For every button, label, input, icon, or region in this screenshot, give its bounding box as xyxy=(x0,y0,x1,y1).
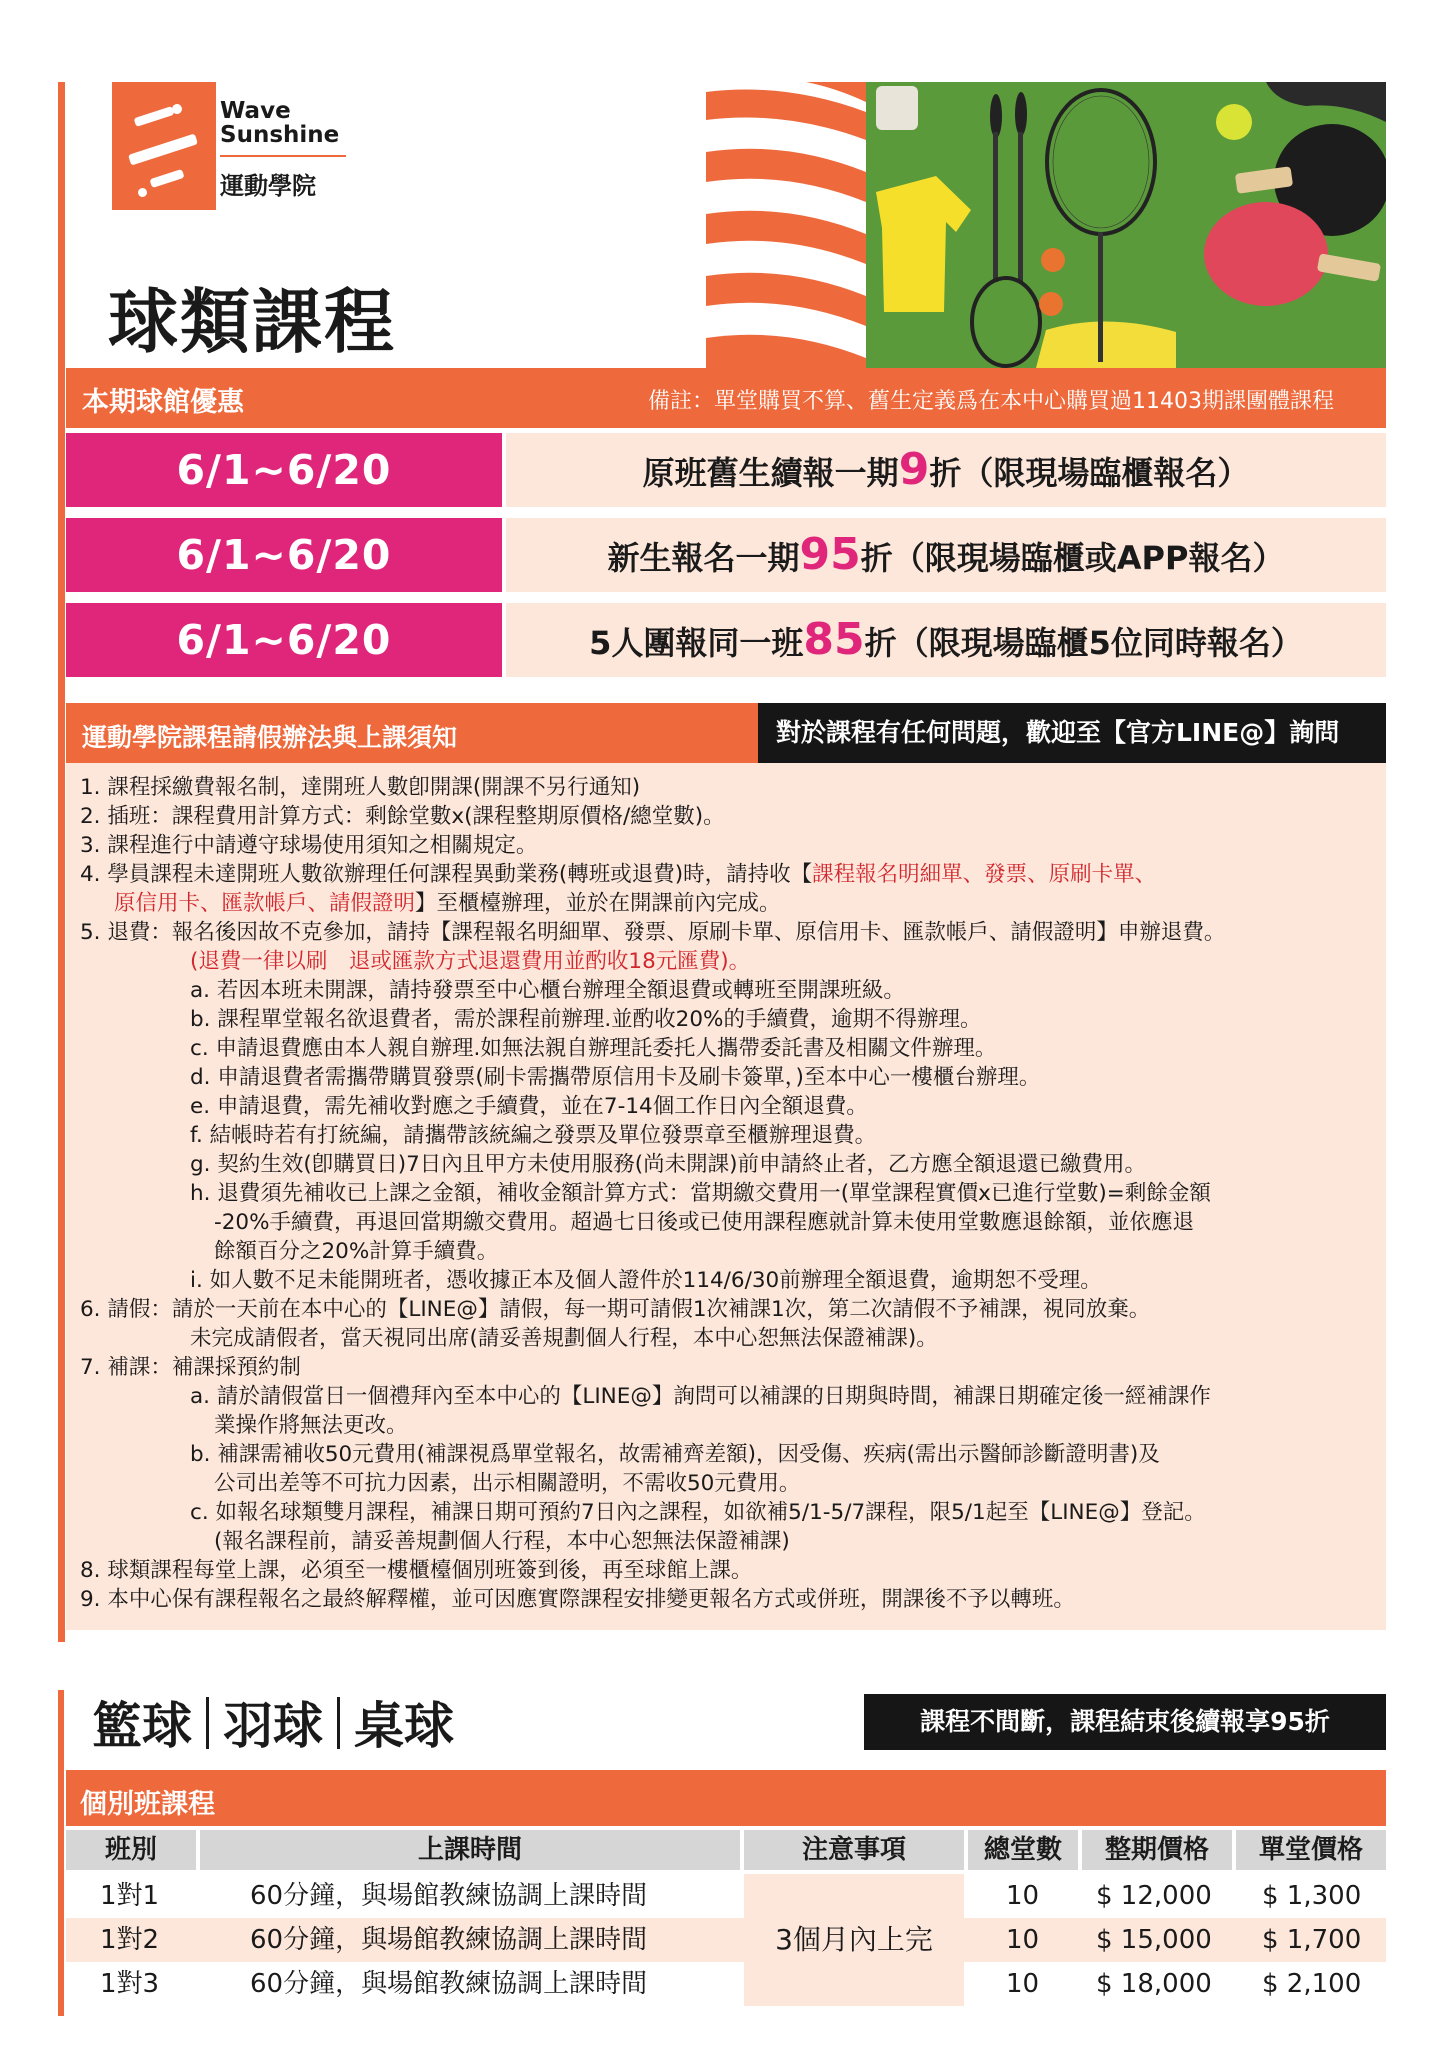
promo-date: 6/1~6/20 xyxy=(66,518,502,592)
notice-item xyxy=(114,889,781,918)
notice-subitem: e. 申請退費，需先補收對應之手續費，並在7-14個工作日內全額退費。 xyxy=(190,1094,868,1119)
promo-discount: 9 xyxy=(898,444,930,495)
stripe-pattern xyxy=(706,82,866,368)
notice-subitem: -20%手續費，再退回當期繳交費用。超過七日後或已使用課程應就計算未使用堂數應退餘額，並依應退 xyxy=(214,1210,1195,1235)
notice-subitem: h. 退費須先補收已上課之金額，補收金額計算方式：當期繳交費用一(單堂課程實價x已進行堂數)=剩餘金額 xyxy=(190,1181,1211,1206)
notice-highlight: 課程報名明細單、發票、原刷卡單、 xyxy=(812,862,1157,887)
ball-icon xyxy=(1216,104,1252,140)
notice-subitem: d. 申請退費者需攜帶購買發票(刷卡需攜帶原信用卡及刷卡簽單，)至本中心一樓櫃台辦理。 xyxy=(190,1065,1041,1090)
promo-row xyxy=(66,603,1386,677)
hero-image xyxy=(706,82,1386,368)
notice-item: 5. 退費：報名後因故不克參加，請持【課程報名明細單、發票、原刷卡單、原信用卡、匯款帳戶、請假證明】申辦退費。 xyxy=(80,920,1226,945)
sport-basketball: 籃球 xyxy=(92,1697,192,1755)
promo-desc xyxy=(506,433,1386,507)
total-price: $ 18,000 xyxy=(1096,1969,1212,1999)
class-time: 60分鐘，與場館教練協調上課時間 xyxy=(250,1881,648,1911)
column-header: 單堂價格 xyxy=(1236,1830,1386,1870)
notice-subitem: a. 若因本班未開課，請持發票至中心櫃台辦理全額退費或轉班至開課班級。 xyxy=(190,978,905,1003)
column-header: 班別 xyxy=(66,1830,196,1870)
notice-item: 1. 課程採繳費報名制，達開班人數卽開課(開課不另行通知) xyxy=(80,775,641,800)
class-time: 60分鐘，與場館教練協調上課時間 xyxy=(250,1925,648,1955)
brand-name-line1: Wave xyxy=(220,98,291,124)
notice-subitem: i. 如人數不足未能開班者，憑收據正本及個人證件於114/6/30前辦理全額退費，逾期恕不受理。 xyxy=(190,1268,1102,1293)
table-title: 個別班課程 xyxy=(80,1789,215,1820)
single-price: $ 1,300 xyxy=(1262,1881,1362,1911)
accent-bar xyxy=(58,1690,64,2016)
promo-desc xyxy=(506,603,1386,677)
promo-note: 備註：單堂購買不算、舊生定義爲在本中心購買過11403期課團體課程 xyxy=(648,389,1334,414)
notice-item: 8. 球類課程每堂上課，必須至一樓櫃檯個別班簽到後，再至球館上課。 xyxy=(80,1558,753,1583)
brand-name-line2: Sunshine xyxy=(220,122,340,148)
column-header: 整期價格 xyxy=(1082,1830,1232,1870)
promo-title: 本期球館優惠 xyxy=(82,387,244,418)
column-header: 注意事項 xyxy=(744,1830,964,1870)
notice-text: 4. 學員課程未達開班人數欲辦理任何課程異動業務(轉班或退費)時，請持收【 xyxy=(80,862,813,887)
promo-header xyxy=(66,368,1386,428)
notice-item: 6. 請假：請於一天前在本中心的【LINE@】請假，每一期可請假1次補課1次，第二次請假不予補課，視同放棄。 xyxy=(80,1297,1151,1322)
sports-equipment-illustration xyxy=(706,82,1386,368)
brand-subtitle: 運動學院 xyxy=(220,172,316,200)
notice-item: 2. 插班：課程費用計算方式：剩餘堂數x(課程整期原價格/總堂數)。 xyxy=(80,804,725,829)
notice-title: 運動學院課程請假辦法與上課須知 xyxy=(82,723,458,752)
sports-title xyxy=(92,1694,454,1758)
class-type: 1對1 xyxy=(100,1881,160,1911)
notice-subitem: c. 如報名球類雙月課程，補課日期可預約7日內之課程，如欲補5/1-5/7課程，限5/1起至【LINE@】登記。 xyxy=(190,1500,1206,1525)
notice-highlight: (退費一律以刷 退或匯款方式退還費用並酌收18元匯費)。 xyxy=(190,949,751,974)
promo-discount: 95 xyxy=(799,529,861,580)
promo-desc xyxy=(506,518,1386,592)
title-separator xyxy=(206,1697,209,1749)
notice-item: 3. 課程進行中請遵守球場使用須知之相關規定。 xyxy=(80,833,538,858)
notice-subitem: f. 結帳時若有打統編，請攜帶該統編之發票及單位發票章至櫃辦理退費。 xyxy=(190,1123,877,1148)
notice-item: 未完成請假者，當天視同出席(請妥善規劃個人行程，本中心恕無法保證補課)。 xyxy=(190,1326,938,1351)
notice-text: 】至櫃檯辦理，並於在開課前內完成。 xyxy=(415,891,781,916)
class-time: 60分鐘，與場館教練協調上課時間 xyxy=(250,1969,648,1999)
line-contact-banner: 對於課程有任何問題，歡迎至【官方LINE@】詢問 xyxy=(758,703,1386,763)
single-price: $ 1,700 xyxy=(1262,1925,1362,1955)
notice-subitem: 餘額百分之20%計算手續費。 xyxy=(214,1239,499,1264)
total-price: $ 12,000 xyxy=(1096,1881,1212,1911)
promo-desc-suffix: 折（限現場臨櫃或APP報名） xyxy=(860,539,1285,577)
sport-badminton: 羽球 xyxy=(223,1697,323,1755)
notice-subitem: c. 申請退費應由本人親自辦理.如無法親自辦理託委托人攜帶委託書及相關文件辦理。 xyxy=(190,1036,997,1061)
class-type: 1對2 xyxy=(100,1925,160,1955)
notice-subitem: b. 課程單堂報名欲退費者，需於課程前辦理.並酌收20%的手續費，逾期不得辦理。 xyxy=(190,1007,982,1032)
sport-table-tennis: 桌球 xyxy=(354,1697,454,1755)
notice-highlight: 原信用卡、匯款帳戶、請假證明 xyxy=(114,891,416,916)
column-header: 總堂數 xyxy=(968,1830,1078,1870)
brand-divider xyxy=(220,155,346,157)
promo-row xyxy=(66,433,1386,507)
notice-subitem: a. 請於請假當日一個禮拜內至本中心的【LINE@】詢問可以補課的日期與時間，補課日期確定後一經補課作 xyxy=(190,1384,1211,1409)
page-title: 球類課程 xyxy=(108,281,396,363)
promo-date: 6/1~6/20 xyxy=(66,433,502,507)
class-type: 1對3 xyxy=(100,1969,160,1999)
title-separator xyxy=(337,1697,340,1749)
brand-logo xyxy=(112,82,216,210)
session-count: 10 xyxy=(1006,1925,1040,1955)
notice-subitem: (報名課程前，請妥善規劃個人行程，本中心恕無法保證補課) xyxy=(214,1529,790,1554)
notice-subitem: b. 補課需補收50元費用(補課視爲單堂報名，故需補齊差額)，因受傷、疾病(需出示醫師診斷證明書)及 xyxy=(190,1442,1160,1467)
promo-discount: 85 xyxy=(803,614,865,665)
renew-discount-banner: 課程不間斷，課程結束後續報享95折 xyxy=(864,1694,1386,1750)
promo-desc-suffix: 折（限現場臨櫃5位同時報名） xyxy=(864,624,1303,662)
notice-item: 9. 本中心保有課程報名之最終解釋權，並可因應實際課程安排變更報名方式或併班，開課後不予以轉班。 xyxy=(80,1587,1075,1612)
notice-header xyxy=(66,703,758,763)
promo-desc-text: 新生報名一期 xyxy=(607,539,800,577)
session-count: 10 xyxy=(1006,1969,1040,1999)
accent-bar xyxy=(58,82,65,1642)
notice-item xyxy=(80,860,1156,889)
promo-desc-suffix: 折（限現場臨櫃報名） xyxy=(929,454,1250,492)
single-price: $ 2,100 xyxy=(1262,1969,1362,1999)
promo-desc-text: 5人團報同一班 xyxy=(589,624,804,662)
notice-item: 7. 補課：補課採預約制 xyxy=(80,1355,301,1380)
notice-body xyxy=(66,763,1386,1630)
promo-desc-text: 原班舊生續報一期 xyxy=(642,454,899,492)
promo-row xyxy=(66,518,1386,592)
course-note-cell: 3個月內上完 xyxy=(744,1874,964,2006)
notice-subitem: 公司出差等不可抗力因素，出示相關證明，不需收50元費用。 xyxy=(214,1471,801,1496)
notice-subitem: 業操作將無法更改。 xyxy=(214,1413,408,1438)
column-header: 上課時間 xyxy=(200,1830,740,1870)
table-section-header xyxy=(66,1770,1386,1826)
promo-date: 6/1~6/20 xyxy=(66,603,502,677)
notice-subitem: g. 契約生效(卽購買日)7日內且甲方未使用服務(尚未開課)前申請終止者，乙方應全額退還已繳費用。 xyxy=(190,1152,1147,1177)
session-count: 10 xyxy=(1006,1881,1040,1911)
total-price: $ 15,000 xyxy=(1096,1925,1212,1955)
